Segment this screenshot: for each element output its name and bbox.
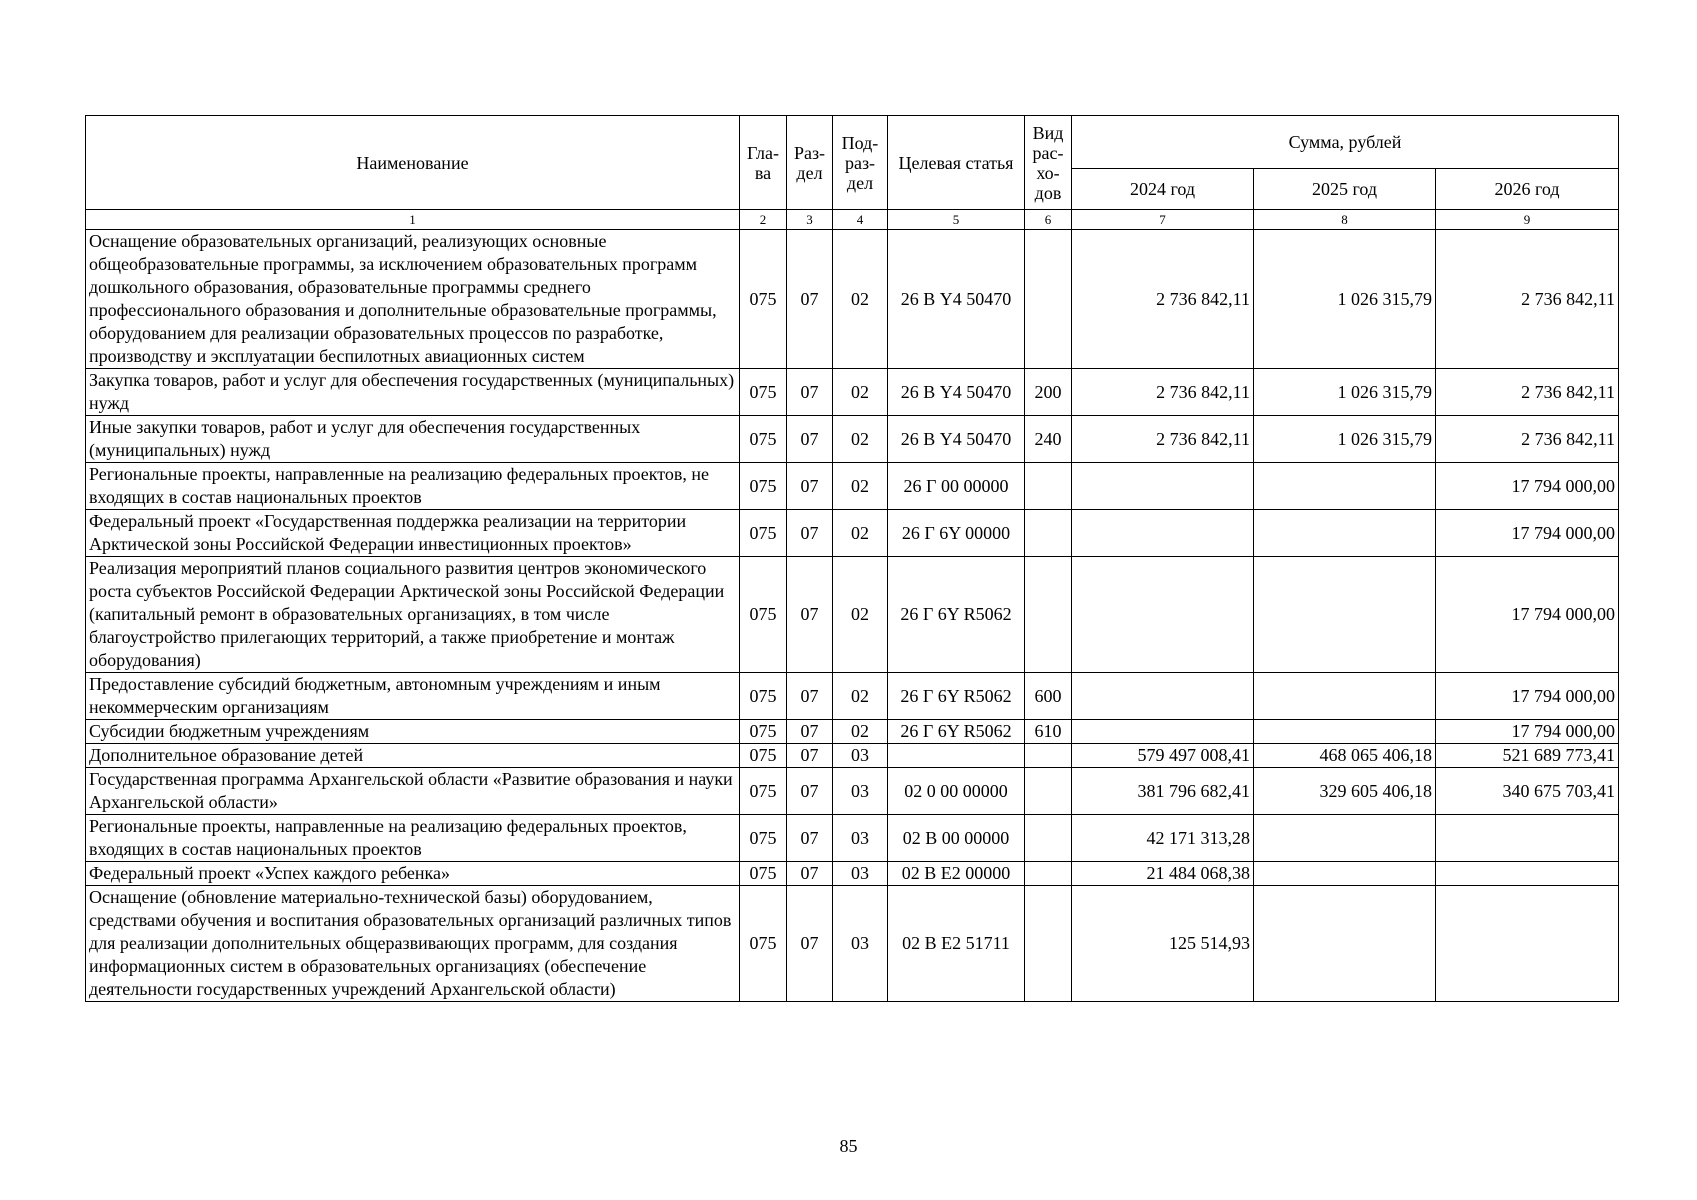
table-body: [86, 230, 1619, 1002]
row-name-cell: Государственная программа Архангельской области «Развитие образования и науки Архангельской области»: [86, 768, 740, 815]
header-target-article: Целевая статья: [888, 116, 1025, 210]
header-expense-type: Вид рас-хо-дов: [1025, 116, 1072, 210]
row-chapter-cell: 075: [740, 510, 787, 557]
row-amount-2024-cell: 2 736 842,11: [1072, 416, 1254, 463]
row-article-cell: 26 В Y4 50470: [888, 230, 1025, 369]
row-chapter-cell: 075: [740, 230, 787, 369]
budget-table: [85, 115, 1619, 1002]
row-subsection-cell: 03: [833, 815, 888, 862]
row-amount-2026-cell: 17 794 000,00: [1436, 463, 1619, 510]
table-row: [86, 369, 1619, 416]
row-section-cell: 07: [787, 768, 833, 815]
column-number: 4: [833, 210, 888, 230]
column-number: 6: [1025, 210, 1072, 230]
table-row: [86, 886, 1619, 1002]
row-name-cell: Региональные проекты, направленные на реализацию федеральных проектов, не входящих в состав национальных проектов: [86, 463, 740, 510]
table-row: [86, 720, 1619, 744]
row-amount-2025-cell: 1 026 315,79: [1254, 230, 1436, 369]
row-amount-2025-cell: [1254, 463, 1436, 510]
row-name-cell: Федеральный проект «Успех каждого ребенка»: [86, 862, 740, 886]
column-number: 9: [1436, 210, 1619, 230]
row-chapter-cell: 075: [740, 815, 787, 862]
row-amount-2024-cell: 2 736 842,11: [1072, 369, 1254, 416]
row-article-cell: 26 Г 6Y R5062: [888, 557, 1025, 673]
column-number: 5: [888, 210, 1025, 230]
row-section-cell: 07: [787, 886, 833, 1002]
row-subsection-cell: 03: [833, 886, 888, 1002]
row-name-cell: Оснащение образовательных организаций, реализующих основные общеобразовательные программы, за исключением образовательных программ дошкольного образования, образовательные программы среднего профессионального образования и дополнительные образовательные программы, оборудованием для реализации образовательных процессов по разработке, производству и эксплуатации беспилотных авиационных систем: [86, 230, 740, 369]
row-amount-2025-cell: 329 605 406,18: [1254, 768, 1436, 815]
row-chapter-cell: 075: [740, 886, 787, 1002]
row-article-cell: 02 В 00 00000: [888, 815, 1025, 862]
row-amount-2025-cell: [1254, 557, 1436, 673]
table-row: [86, 673, 1619, 720]
row-expense-type-cell: [1025, 886, 1072, 1002]
row-chapter-cell: 075: [740, 673, 787, 720]
table-row: [86, 463, 1619, 510]
row-article-cell: 02 В E2 00000: [888, 862, 1025, 886]
row-amount-2025-cell: [1254, 673, 1436, 720]
row-subsection-cell: 03: [833, 744, 888, 768]
column-number: 1: [86, 210, 740, 230]
row-amount-2026-cell: 2 736 842,11: [1436, 416, 1619, 463]
row-chapter-cell: 075: [740, 463, 787, 510]
row-amount-2026-cell: 2 736 842,11: [1436, 230, 1619, 369]
column-number: 2: [740, 210, 787, 230]
row-name-cell: Иные закупки товаров, работ и услуг для обеспечения государственных (муниципальных) нужд: [86, 416, 740, 463]
row-expense-type-cell: [1025, 862, 1072, 886]
header-section: Раз-дел: [787, 116, 833, 210]
row-name-cell: Оснащение (обновление материально-технической базы) оборудованием, средствами обучения и воспитания образовательных организаций различных типов для реализации дополнительных общеразвивающих программ, для создания информационных систем в образовательных организациях (обеспечение деятельности государственных учреждений Архангельской области): [86, 886, 740, 1002]
row-amount-2026-cell: 17 794 000,00: [1436, 557, 1619, 673]
row-amount-2024-cell: 579 497 008,41: [1072, 744, 1254, 768]
row-chapter-cell: 075: [740, 768, 787, 815]
row-expense-type-cell: 240: [1025, 416, 1072, 463]
row-article-cell: [888, 744, 1025, 768]
row-expense-type-cell: [1025, 815, 1072, 862]
row-article-cell: 26 Г 6Y R5062: [888, 720, 1025, 744]
table-row: [86, 557, 1619, 673]
row-amount-2024-cell: 42 171 313,28: [1072, 815, 1254, 862]
row-amount-2026-cell: [1436, 886, 1619, 1002]
row-amount-2026-cell: 17 794 000,00: [1436, 720, 1619, 744]
row-article-cell: 26 В Y4 50470: [888, 369, 1025, 416]
row-expense-type-cell: 600: [1025, 673, 1072, 720]
row-amount-2026-cell: 340 675 703,41: [1436, 768, 1619, 815]
row-amount-2024-cell: 2 736 842,11: [1072, 230, 1254, 369]
row-expense-type-cell: [1025, 768, 1072, 815]
row-amount-2024-cell: [1072, 557, 1254, 673]
row-amount-2024-cell: [1072, 673, 1254, 720]
row-section-cell: 07: [787, 230, 833, 369]
row-amount-2024-cell: 21 484 068,38: [1072, 862, 1254, 886]
row-name-cell: Федеральный проект «Государственная поддержка реализации на территории Арктической зоны Российской Федерации инвестиционных проектов»: [86, 510, 740, 557]
row-subsection-cell: 02: [833, 720, 888, 744]
row-subsection-cell: 02: [833, 463, 888, 510]
row-expense-type-cell: [1025, 557, 1072, 673]
row-section-cell: 07: [787, 369, 833, 416]
row-section-cell: 07: [787, 815, 833, 862]
row-subsection-cell: 02: [833, 557, 888, 673]
row-section-cell: 07: [787, 463, 833, 510]
page-number: 85: [839, 1136, 858, 1156]
header-subsection: Под-раз-дел: [833, 116, 888, 210]
row-amount-2026-cell: 2 736 842,11: [1436, 369, 1619, 416]
row-subsection-cell: 02: [833, 369, 888, 416]
row-expense-type-cell: [1025, 463, 1072, 510]
row-section-cell: 07: [787, 720, 833, 744]
row-amount-2026-cell: [1436, 815, 1619, 862]
row-article-cell: 26 Г 00 00000: [888, 463, 1025, 510]
row-expense-type-cell: [1025, 510, 1072, 557]
row-amount-2025-cell: [1254, 510, 1436, 557]
row-chapter-cell: 075: [740, 744, 787, 768]
row-amount-2025-cell: 1 026 315,79: [1254, 369, 1436, 416]
row-name-cell: Реализация мероприятий планов социального развития центров экономического роста субъектов Российской Федерации Арктической зоны Российской Федерации (капитальный ремонт в образовательных организациях, в том числе благоустройство прилегающих территорий, а также приобретение и монтаж оборудования): [86, 557, 740, 673]
row-section-cell: 07: [787, 510, 833, 557]
row-amount-2026-cell: 17 794 000,00: [1436, 673, 1619, 720]
row-amount-2025-cell: [1254, 815, 1436, 862]
row-expense-type-cell: 200: [1025, 369, 1072, 416]
header-year-2025: 2025 год: [1254, 169, 1436, 210]
row-amount-2025-cell: 1 026 315,79: [1254, 416, 1436, 463]
row-subsection-cell: 02: [833, 416, 888, 463]
row-section-cell: 07: [787, 862, 833, 886]
row-expense-type-cell: [1025, 230, 1072, 369]
row-article-cell: 02 В E2 51711: [888, 886, 1025, 1002]
row-amount-2026-cell: [1436, 862, 1619, 886]
table-row: [86, 862, 1619, 886]
row-amount-2024-cell: [1072, 510, 1254, 557]
row-amount-2026-cell: 521 689 773,41: [1436, 744, 1619, 768]
row-name-cell: Субсидии бюджетным учреждениям: [86, 720, 740, 744]
row-chapter-cell: 075: [740, 369, 787, 416]
row-chapter-cell: 075: [740, 557, 787, 673]
row-name-cell: Предоставление субсидий бюджетным, автономным учреждениям и иным некоммерческим организациям: [86, 673, 740, 720]
row-amount-2026-cell: 17 794 000,00: [1436, 510, 1619, 557]
row-expense-type-cell: [1025, 744, 1072, 768]
table-row: [86, 744, 1619, 768]
table-header: [86, 116, 1619, 230]
header-name: Наименование: [86, 116, 740, 210]
row-article-cell: 26 Г 6Y 00000: [888, 510, 1025, 557]
table-row: [86, 768, 1619, 815]
header-sum-caption: Сумма, рублей: [1072, 116, 1619, 169]
row-chapter-cell: 075: [740, 720, 787, 744]
row-subsection-cell: 02: [833, 510, 888, 557]
row-amount-2024-cell: 125 514,93: [1072, 886, 1254, 1002]
row-subsection-cell: 03: [833, 862, 888, 886]
table-row: [86, 510, 1619, 557]
row-subsection-cell: 03: [833, 768, 888, 815]
row-name-cell: Закупка товаров, работ и услуг для обеспечения государственных (муниципальных) нужд: [86, 369, 740, 416]
row-chapter-cell: 075: [740, 416, 787, 463]
header-year-2024: 2024 год: [1072, 169, 1254, 210]
row-section-cell: 07: [787, 416, 833, 463]
row-amount-2024-cell: 381 796 682,41: [1072, 768, 1254, 815]
row-section-cell: 07: [787, 744, 833, 768]
table-row: [86, 815, 1619, 862]
row-amount-2025-cell: [1254, 720, 1436, 744]
row-article-cell: 26 Г 6Y R5062: [888, 673, 1025, 720]
row-section-cell: 07: [787, 557, 833, 673]
header-year-2026: 2026 год: [1436, 169, 1619, 210]
row-article-cell: 26 В Y4 50470: [888, 416, 1025, 463]
row-subsection-cell: 02: [833, 230, 888, 369]
row-expense-type-cell: 610: [1025, 720, 1072, 744]
row-amount-2025-cell: 468 065 406,18: [1254, 744, 1436, 768]
row-section-cell: 07: [787, 673, 833, 720]
row-subsection-cell: 02: [833, 673, 888, 720]
column-number: 8: [1254, 210, 1436, 230]
table-row: [86, 416, 1619, 463]
column-number: 7: [1072, 210, 1254, 230]
header-chapter: Гла-ва: [740, 116, 787, 210]
row-amount-2025-cell: [1254, 862, 1436, 886]
row-amount-2024-cell: [1072, 720, 1254, 744]
row-name-cell: Дополнительное образование детей: [86, 744, 740, 768]
row-article-cell: 02 0 00 00000: [888, 768, 1025, 815]
row-name-cell: Региональные проекты, направленные на реализацию федеральных проектов, входящих в состав национальных проектов: [86, 815, 740, 862]
table-row: [86, 230, 1619, 369]
row-amount-2024-cell: [1072, 463, 1254, 510]
column-number: 3: [787, 210, 833, 230]
row-chapter-cell: 075: [740, 862, 787, 886]
row-amount-2025-cell: [1254, 886, 1436, 1002]
